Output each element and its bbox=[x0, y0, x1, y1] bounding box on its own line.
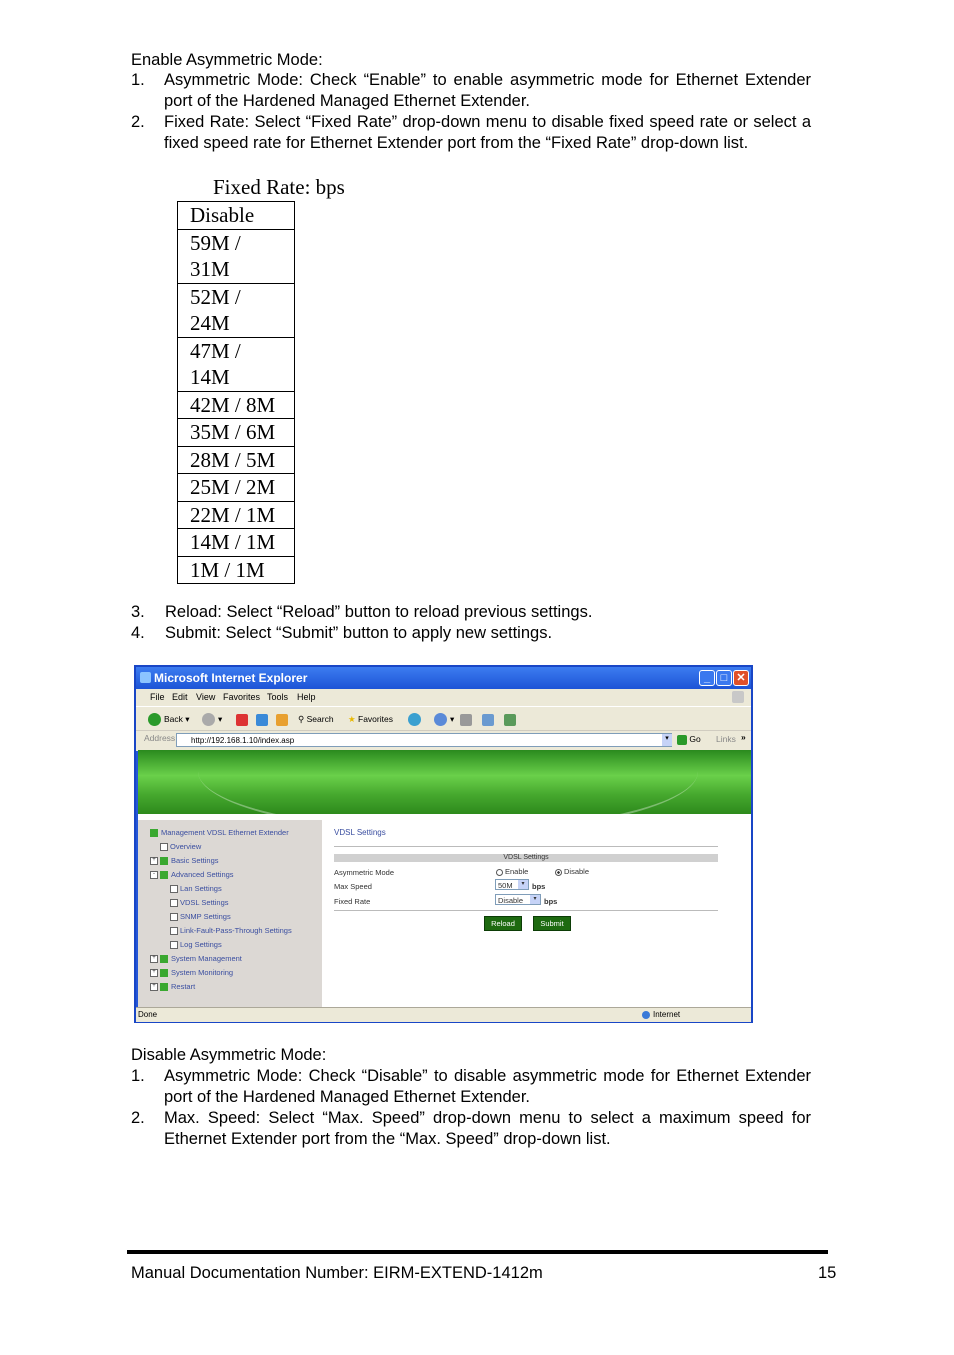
table-row bbox=[178, 202, 295, 230]
fixed-rate-table bbox=[177, 201, 295, 584]
go-button[interactable] bbox=[677, 734, 701, 745]
list-item bbox=[131, 602, 811, 623]
sidebar-item-root[interactable] bbox=[150, 828, 289, 838]
refresh-icon bbox=[256, 714, 268, 726]
favorites-button[interactable] bbox=[348, 711, 393, 727]
sidebar-item-label: Basic Settings bbox=[171, 856, 219, 865]
table-row bbox=[178, 419, 295, 447]
list-number: 2. bbox=[131, 113, 145, 131]
divider bbox=[334, 846, 718, 847]
collapse-icon: - bbox=[150, 871, 158, 879]
table-row bbox=[178, 474, 295, 502]
sidebar-item-label: SNMP Settings bbox=[180, 912, 231, 921]
media-icon bbox=[408, 713, 421, 726]
back-arrow-icon bbox=[148, 713, 161, 726]
unit-label: bps bbox=[532, 882, 546, 891]
menu-edit[interactable]: Edit bbox=[172, 692, 188, 702]
table-cell: 22M / 1M bbox=[178, 501, 295, 529]
list-item bbox=[131, 1108, 811, 1150]
divider bbox=[334, 910, 718, 911]
expand-icon: + bbox=[150, 983, 158, 991]
page-content bbox=[138, 750, 751, 1007]
page-icon bbox=[170, 899, 178, 907]
header-banner bbox=[138, 750, 751, 814]
sidebar-item-label: Restart bbox=[171, 982, 196, 991]
zone-label: Internet bbox=[653, 1010, 681, 1019]
table-cell: 42M / 8M bbox=[178, 391, 295, 419]
page-icon bbox=[170, 927, 178, 935]
mail-button[interactable]: ▾ bbox=[434, 711, 454, 727]
table-cell: 14M / 1M bbox=[178, 529, 295, 557]
table-row bbox=[178, 391, 295, 419]
home-button[interactable] bbox=[276, 711, 288, 727]
sidebar-item-label: Link-Fault-Pass-Through Settings bbox=[180, 926, 292, 935]
messenger-button[interactable] bbox=[504, 711, 516, 727]
sidebar-item-label: Lan Settings bbox=[180, 884, 222, 893]
disable-asym-heading: Disable Asymmetric Mode: bbox=[131, 1046, 327, 1064]
list-item bbox=[131, 70, 811, 112]
print-button[interactable] bbox=[460, 711, 472, 727]
fixed-rate-title: Fixed Rate: bps bbox=[213, 175, 345, 199]
table-row bbox=[178, 446, 295, 474]
table-cell: 35M / 6M bbox=[178, 419, 295, 447]
menu-bar bbox=[136, 689, 751, 706]
doc-number: Manual Documentation Number: EIRM-EXTEND-1412m bbox=[131, 1264, 543, 1282]
home-icon bbox=[276, 714, 288, 726]
ie-logo-icon bbox=[140, 672, 151, 683]
table-cell: 59M / 31M bbox=[178, 229, 295, 283]
sidebar-item-label: System Management bbox=[171, 954, 242, 963]
folder-icon bbox=[160, 871, 168, 879]
toolbar bbox=[136, 706, 751, 731]
radio-icon bbox=[496, 869, 503, 876]
table-cell: 28M / 5M bbox=[178, 446, 295, 474]
expand-icon: + bbox=[150, 955, 158, 963]
list-number: 1. bbox=[131, 71, 145, 89]
expand-icon: + bbox=[150, 857, 158, 865]
globe-icon bbox=[642, 1011, 650, 1019]
back-button[interactable]: Back ▾ bbox=[148, 711, 190, 727]
sidebar-item-link-fault[interactable] bbox=[170, 926, 292, 936]
table-row bbox=[178, 337, 295, 391]
table-row bbox=[178, 229, 295, 283]
status-bar bbox=[136, 1007, 751, 1022]
sidebar-item-system-monitoring[interactable] bbox=[150, 968, 233, 978]
disable-label: Disable bbox=[564, 867, 590, 876]
maximize-icon[interactable]: □ bbox=[716, 670, 732, 686]
page-icon bbox=[170, 913, 178, 921]
sidebar bbox=[138, 820, 322, 1007]
sidebar-item-label: Overview bbox=[170, 842, 202, 851]
page-icon bbox=[160, 843, 168, 851]
sidebar-item-snmp-settings[interactable] bbox=[170, 912, 231, 922]
menu-favorites[interactable]: Favorites bbox=[223, 692, 261, 702]
zone-indicator bbox=[642, 1008, 680, 1022]
chevron-right-icon[interactable]: » bbox=[741, 732, 746, 742]
folder-icon bbox=[160, 955, 168, 963]
folder-icon bbox=[160, 983, 168, 991]
enable-label: Enable bbox=[505, 867, 529, 876]
address-bar bbox=[136, 730, 751, 751]
stop-icon bbox=[236, 714, 248, 726]
edit-button[interactable] bbox=[482, 711, 494, 727]
browser-title: Microsoft Internet Explorer bbox=[154, 671, 308, 685]
edit-icon bbox=[482, 714, 494, 726]
table-row bbox=[178, 529, 295, 557]
search-label: Search bbox=[306, 714, 334, 724]
asym-mode-label: Asymmetric Mode bbox=[334, 868, 395, 877]
fixed-rate-select[interactable] bbox=[495, 894, 541, 905]
page-title: VDSL Settings bbox=[334, 828, 386, 837]
footer-rule bbox=[127, 1250, 828, 1254]
folder-icon bbox=[160, 969, 168, 977]
list-item bbox=[131, 1066, 811, 1108]
sidebar-item-log-settings[interactable] bbox=[170, 940, 222, 950]
table-row bbox=[178, 556, 295, 584]
forward-arrow-icon bbox=[202, 713, 215, 726]
chevron-down-icon[interactable]: ▾ bbox=[662, 734, 672, 746]
list-item bbox=[131, 112, 811, 154]
list-text: Asymmetric Mode: Check “Disable” to disable asymmetric mode for Ethernet Extender port of the Hardened Managed Ethernet Extender. bbox=[164, 1067, 811, 1106]
sidebar-item-basic-settings[interactable] bbox=[150, 856, 219, 866]
mail-icon bbox=[434, 713, 447, 726]
unit-label: bps bbox=[544, 897, 558, 906]
back-label: Back bbox=[164, 714, 183, 724]
sidebar-item-lan-settings[interactable] bbox=[170, 884, 222, 894]
table-cell: 52M / 24M bbox=[178, 283, 295, 337]
list-text: Submit: Select “Submit” button to apply new settings. bbox=[165, 624, 553, 642]
search-button[interactable] bbox=[298, 711, 334, 727]
list-number: 1. bbox=[131, 1067, 145, 1085]
table-cell: 1M / 1M bbox=[178, 556, 295, 584]
sidebar-item-system-management[interactable] bbox=[150, 954, 242, 964]
status-text: Done bbox=[138, 1010, 158, 1019]
address-label: Address bbox=[144, 733, 176, 743]
radio-selected-icon bbox=[555, 869, 562, 876]
close-icon[interactable]: ✕ bbox=[733, 670, 749, 686]
favorites-label: Favorites bbox=[358, 714, 393, 724]
menu-view[interactable]: View bbox=[196, 692, 216, 702]
sidebar-item-label: Log Settings bbox=[180, 940, 222, 949]
go-label: Go bbox=[689, 734, 701, 744]
menu-file[interactable]: File bbox=[150, 692, 165, 702]
list-number: 2. bbox=[131, 1109, 145, 1127]
sidebar-item-label: VDSL Settings bbox=[180, 898, 229, 907]
sidebar-item-label: Management VDSL Ethernet Extender bbox=[161, 828, 289, 837]
list-item bbox=[131, 623, 811, 644]
max-speed-label: Max Speed bbox=[334, 882, 372, 891]
media-button[interactable] bbox=[408, 711, 424, 727]
address-input[interactable]: http://192.168.1.10/index.asp bbox=[176, 733, 672, 747]
menu-tools[interactable]: Tools bbox=[267, 692, 289, 702]
vdsl-box-title: VDSL Settings bbox=[334, 854, 718, 862]
search-icon: ⚲ bbox=[298, 714, 305, 724]
sidebar-item-label: Advanced Settings bbox=[171, 870, 234, 879]
expand-icon: + bbox=[150, 969, 158, 977]
sidebar-item-label: System Monitoring bbox=[171, 968, 234, 977]
page-number: 15 bbox=[818, 1264, 837, 1282]
star-icon: ★ bbox=[348, 714, 356, 724]
forward-button[interactable]: ▾ bbox=[202, 711, 222, 727]
table-cell: 25M / 2M bbox=[178, 474, 295, 502]
table-cell: 47M / 14M bbox=[178, 337, 295, 391]
enable-asym-heading: Enable Asymmetric Mode: bbox=[131, 51, 323, 69]
chevron-down-icon: ▾ bbox=[518, 880, 528, 889]
sidebar-item-overview[interactable] bbox=[160, 842, 201, 852]
list-text: Max. Speed: Select “Max. Speed” drop-down menu to select a maximum speed for Ethernet Extender port from the “Max. Speed” drop-down list. bbox=[164, 1109, 811, 1148]
minimize-icon[interactable]: _ bbox=[699, 670, 715, 686]
fixed-rate-value: Disable bbox=[498, 896, 524, 905]
print-icon bbox=[460, 714, 472, 726]
submit-button[interactable]: Submit bbox=[533, 916, 571, 931]
page-icon bbox=[170, 885, 178, 893]
page-icon bbox=[170, 941, 178, 949]
refresh-button[interactable] bbox=[256, 711, 268, 727]
table-cell: Disable bbox=[178, 202, 295, 230]
browser-titlebar bbox=[136, 667, 751, 689]
max-speed-select[interactable] bbox=[495, 879, 529, 890]
enable-radio[interactable] bbox=[496, 867, 528, 876]
go-arrow-icon bbox=[677, 735, 687, 745]
list-text: Reload: Select “Reload” button to reload previous settings. bbox=[165, 603, 593, 621]
menu-help[interactable]: Help bbox=[297, 692, 316, 702]
sidebar-item-restart[interactable] bbox=[150, 982, 195, 992]
folder-icon bbox=[150, 829, 158, 837]
max-speed-value: 50M bbox=[498, 881, 513, 890]
stop-button[interactable] bbox=[236, 711, 248, 727]
sidebar-item-advanced-settings[interactable] bbox=[150, 870, 234, 880]
links-label[interactable]: Links bbox=[716, 734, 736, 744]
windows-flag-icon bbox=[732, 691, 744, 703]
messenger-icon bbox=[504, 714, 516, 726]
table-row bbox=[178, 501, 295, 529]
list-number: 4. bbox=[131, 624, 145, 642]
list-text: Asymmetric Mode: Check “Enable” to enable asymmetric mode for Ethernet Extender port of the Hardened Managed Ethernet Extender. bbox=[164, 71, 811, 110]
list-number: 3. bbox=[131, 603, 145, 621]
disable-radio[interactable] bbox=[555, 867, 589, 876]
folder-icon bbox=[160, 857, 168, 865]
table-row bbox=[178, 283, 295, 337]
browser-screenshot bbox=[134, 665, 753, 1023]
sidebar-item-vdsl-settings[interactable] bbox=[170, 898, 229, 908]
fixed-rate-label: Fixed Rate bbox=[334, 897, 371, 906]
list-text: Fixed Rate: Select “Fixed Rate” drop-down menu to disable fixed speed rate or select a fixed speed rate for Ethernet Extender port from the “Fixed Rate” drop-down list. bbox=[164, 113, 811, 152]
chevron-down-icon: ▾ bbox=[530, 895, 540, 904]
reload-button[interactable]: Reload bbox=[484, 916, 522, 931]
